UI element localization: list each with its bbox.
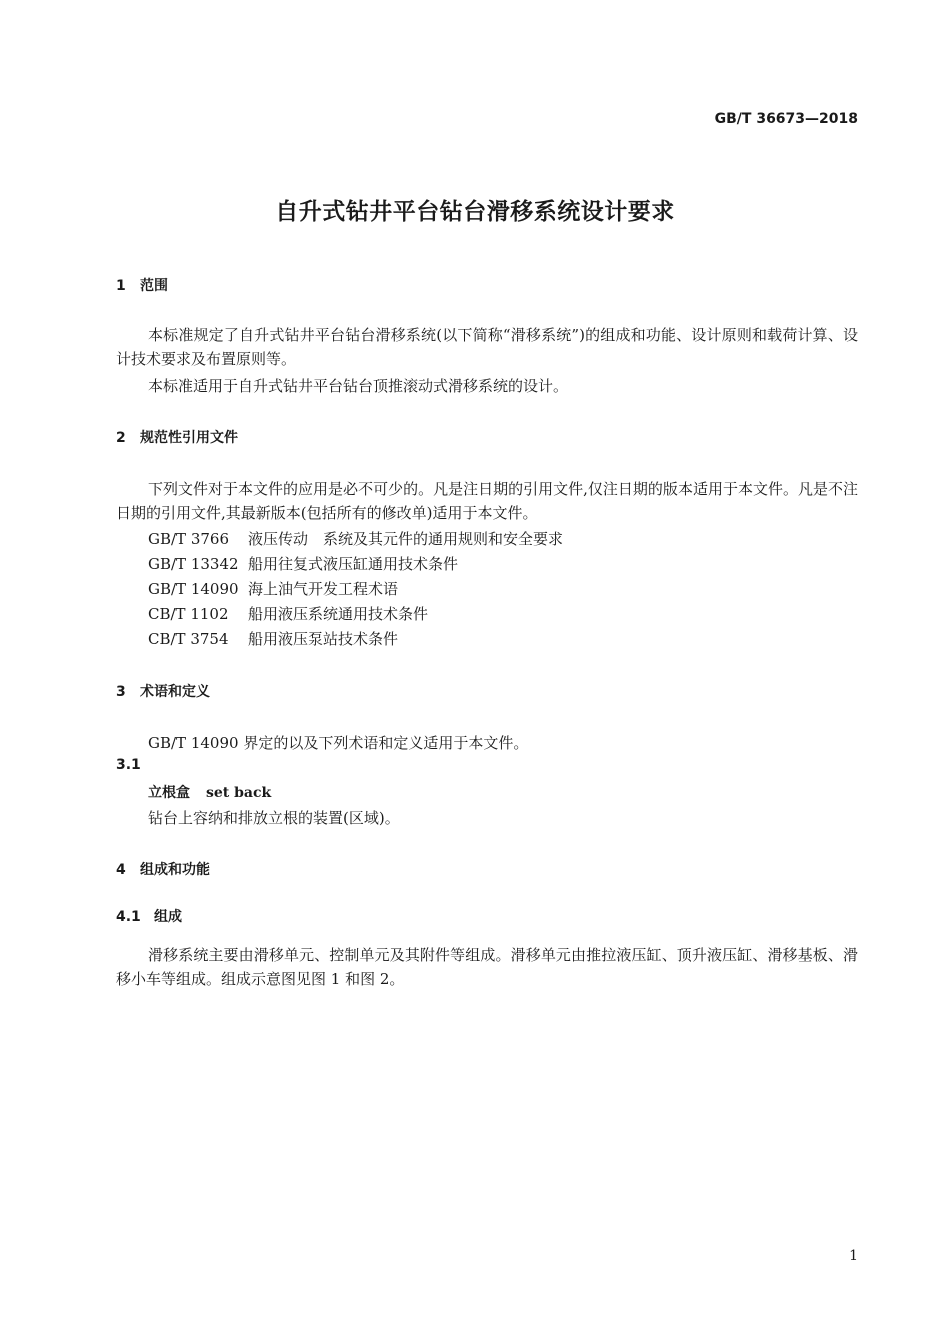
- section-2-heading: [116, 427, 238, 447]
- section-4-heading: [116, 859, 210, 879]
- document-title: 自升式钻井平台钻台滑移系统设计要求: [275, 199, 675, 225]
- page-number: 1: [849, 1248, 858, 1264]
- reference-code: CB/T 1102: [148, 605, 229, 623]
- term-en: set back: [206, 785, 272, 801]
- reference-code: GB/T 13342: [148, 555, 239, 573]
- section-2-paragraph-1: 下列文件对于本文件的应用是必不可少的。凡是注日期的引用文件,仅注日期的版本适用于本文件。凡是不注日期的引用文件,其最新版本(包括所有的修改单)适用于本文件。: [116, 480, 858, 522]
- reference-item: [148, 577, 398, 601]
- reference-title: 船用液压系统通用技术条件: [248, 605, 429, 623]
- section-number: 2: [116, 430, 126, 446]
- section-title: 组成和功能: [140, 862, 210, 878]
- section-3-paragraph-1: GB/T 14090 界定的以及下列术语和定义适用于本文件。: [148, 734, 529, 752]
- reference-title: 液压传动 系统及其元件的通用规则和安全要求: [248, 530, 564, 548]
- section-title: 范围: [140, 278, 168, 294]
- subsection-title: 组成: [154, 909, 182, 925]
- subsection-number: 4.1: [116, 909, 141, 925]
- section-1-heading: [116, 275, 168, 295]
- term-heading: [148, 782, 271, 802]
- reference-title: 船用往复式液压缸通用技术条件: [248, 555, 459, 573]
- reference-item: [148, 552, 458, 576]
- reference-code: GB/T 3766: [148, 530, 230, 548]
- subsection-4-1-heading: [116, 906, 182, 926]
- reference-code: CB/T 3754: [148, 630, 229, 648]
- reference-item: [148, 627, 398, 651]
- section-number: 1: [116, 278, 126, 294]
- reference-title: 船用液压泵站技术条件: [248, 630, 399, 648]
- section-title: 规范性引用文件: [140, 430, 238, 446]
- term-zh: 立根盒: [148, 785, 190, 801]
- term-number: 3.1: [116, 757, 141, 773]
- term-definition: 钻台上容纳和排放立根的装置(区域)。: [148, 809, 400, 827]
- section-1-paragraph-2: 本标准适用于自升式钻井平台钻台顶推滚动式滑移系统的设计。: [148, 377, 569, 395]
- section-title: 术语和定义: [140, 684, 210, 700]
- standard-code: GB/T 36673—2018: [714, 111, 858, 127]
- reference-item: [148, 602, 428, 626]
- section-3-heading: [116, 681, 210, 701]
- reference-item: [148, 527, 563, 551]
- reference-code: GB/T 14090: [148, 580, 239, 598]
- section-number: 3: [116, 684, 126, 700]
- section-4-paragraph-1: 滑移系统主要由滑移单元、控制单元及其附件等组成。滑移单元由推拉液压缸、顶升液压缸、滑移基板、滑移小车等组成。组成示意图见图 1 和图 2。: [116, 946, 858, 988]
- reference-title: 海上油气开发工程术语: [248, 580, 399, 598]
- section-1-paragraph-1: 本标准规定了自升式钻井平台钻台滑移系统(以下简称“滑移系统”)的组成和功能、设计原则和载荷计算、设计技术要求及布置原则等。: [116, 326, 858, 368]
- section-number: 4: [116, 862, 126, 878]
